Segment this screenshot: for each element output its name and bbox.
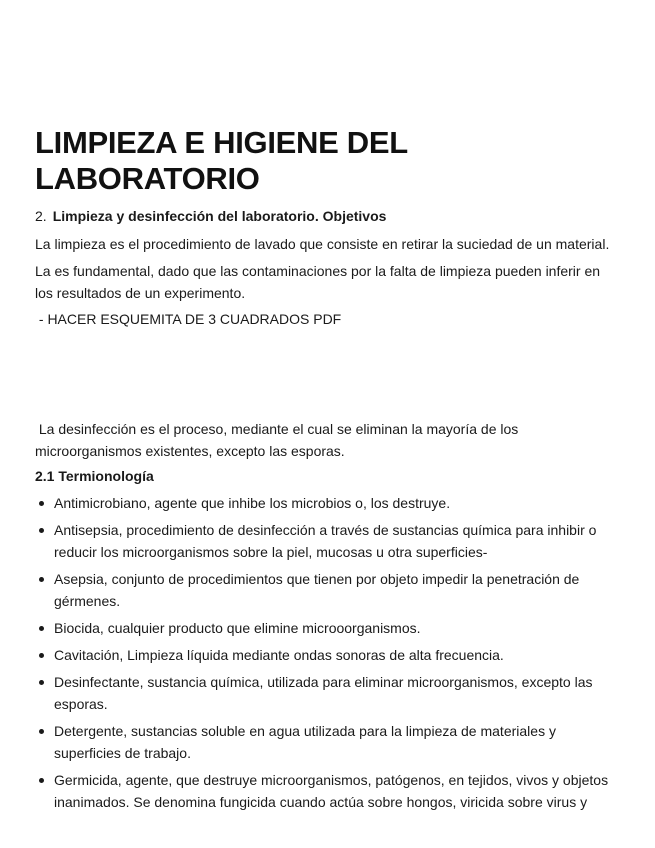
list-item: Germicida, agente, que destruye microorganismos, patógenos, en tejidos, vivos y objetos inanimados. Se denomina fungicida cuando actúa sobre hongos, viricida sobre virus y [35, 769, 625, 813]
list-item: Biocida, cualquier producto que elimine microoorganismos. [35, 617, 625, 639]
list-item: Detergente, sustancias soluble en agua utilizada para la limpieza de materiales y superficies de trabajo. [35, 720, 625, 764]
section-heading [35, 205, 635, 227]
paragraph-desinfeccion: La desinfección es el proceso, mediante el cual se eliminan la mayoría de los microorganismos existentes, excepto las esporas. [35, 421, 523, 459]
list-item: Asepsia, conjunto de procedimientos que tienen por objeto impedir la penetración de gérmenes. [35, 568, 625, 612]
paragraph-limpieza: La limpieza es el procedimiento de lavado que consiste en retirar la suciedad de un material. [35, 236, 610, 252]
list-item: Desinfectante, sustancia química, utilizada para eliminar microorganismos, excepto las esporas. [35, 671, 625, 715]
terms-list [35, 492, 625, 818]
paragraph-importancia: La es fundamental, dado que las contaminaciones por la falta de limpieza pueden inferir en los resultados de un experimento. [35, 263, 601, 301]
paragraph-note: - HACER ESQUEMITA DE 3 CUADRADOS PDF [35, 311, 342, 327]
list-item: Antisepsia, procedimiento de desinfección a través de sustancias química para inhibir o reducir los microorganismos sobre la piel, mucosas u otra superficies- [35, 519, 625, 563]
page-title: LIMPIEZA E HIGIENE DEL LABORATORIO [35, 125, 408, 196]
section-number: 2. [35, 208, 47, 224]
section-heading-text: Limpieza y desinfección del laboratorio. Objetivos [52, 208, 387, 224]
subsection-heading: 2.1 Termionología [35, 468, 154, 484]
list-item: Antimicrobiano, agente que inhibe los microbios o, los destruye. [35, 492, 625, 514]
list-item: Cavitación, Limpieza líquida mediante ondas sonoras de alta frecuencia. [35, 644, 625, 666]
